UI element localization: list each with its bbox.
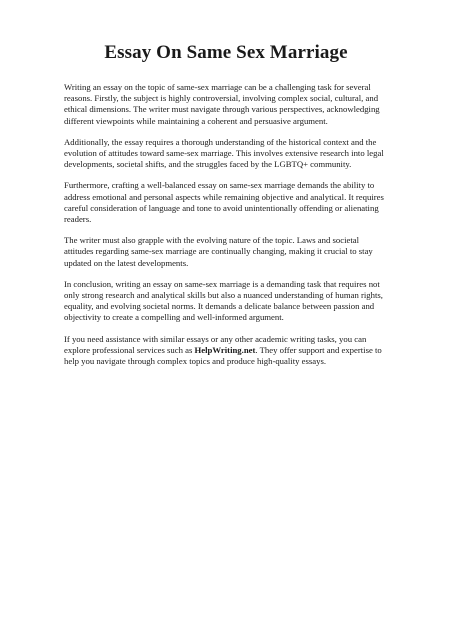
paragraph-closing <box>64 334 388 368</box>
paragraph-evolving-topic: The writer must also grapple with the evolving nature of the topic. Laws and societal attitudes regarding same-sex marriage are continually changing, making it crucial to stay updated on the latest developments. <box>64 235 373 268</box>
paragraph-conclusion: In conclusion, writing an essay on same-sex marriage is a demanding task that requires not only strong research and analytical skills but also a nuanced understanding of human rights, equality, and evolving societal norms. It demands a delicate balance between passion and objectivity to create a compelling and well-informed argument. <box>64 278 383 323</box>
paragraph-intro: Writing an essay on the topic of same-sex marriage can be a challenging task for several reasons. Firstly, the subject is highly controversial, involving complex social, cultural, and ethical dimensions. The writer must navigate through various perspectives, acknowledging different viewpoints while maintaining a coherent and persuasive argument. <box>64 82 380 126</box>
closing-text-before: If you need assistance with similar essays or any other academic writing tasks, you can explore professional services such as <box>64 333 367 355</box>
document-title: Essay On Same Sex Marriage <box>104 42 348 63</box>
paragraph-balance: Furthermore, crafting a well-balanced essay on same-sex marriage demands the ability to address emotional and personal aspects while remaining objective and analytical. It requires careful consideration of language and tone to avoid unintentionally offending or alienating readers. <box>64 180 384 225</box>
closing-text-after: . They offer support and expertise to help you navigate through complex topics and produce high-quality essays. <box>64 344 382 367</box>
brand-name: HelpWriting.net <box>194 344 256 355</box>
paragraph-historical-context: Additionally, the essay requires a thorough understanding of the historical context and the evolution of attitudes toward same-sex marriage. This involves extensive research into legal developments, societal shifts, and the struggles faced by the LGBTQ+ community. <box>64 136 384 170</box>
